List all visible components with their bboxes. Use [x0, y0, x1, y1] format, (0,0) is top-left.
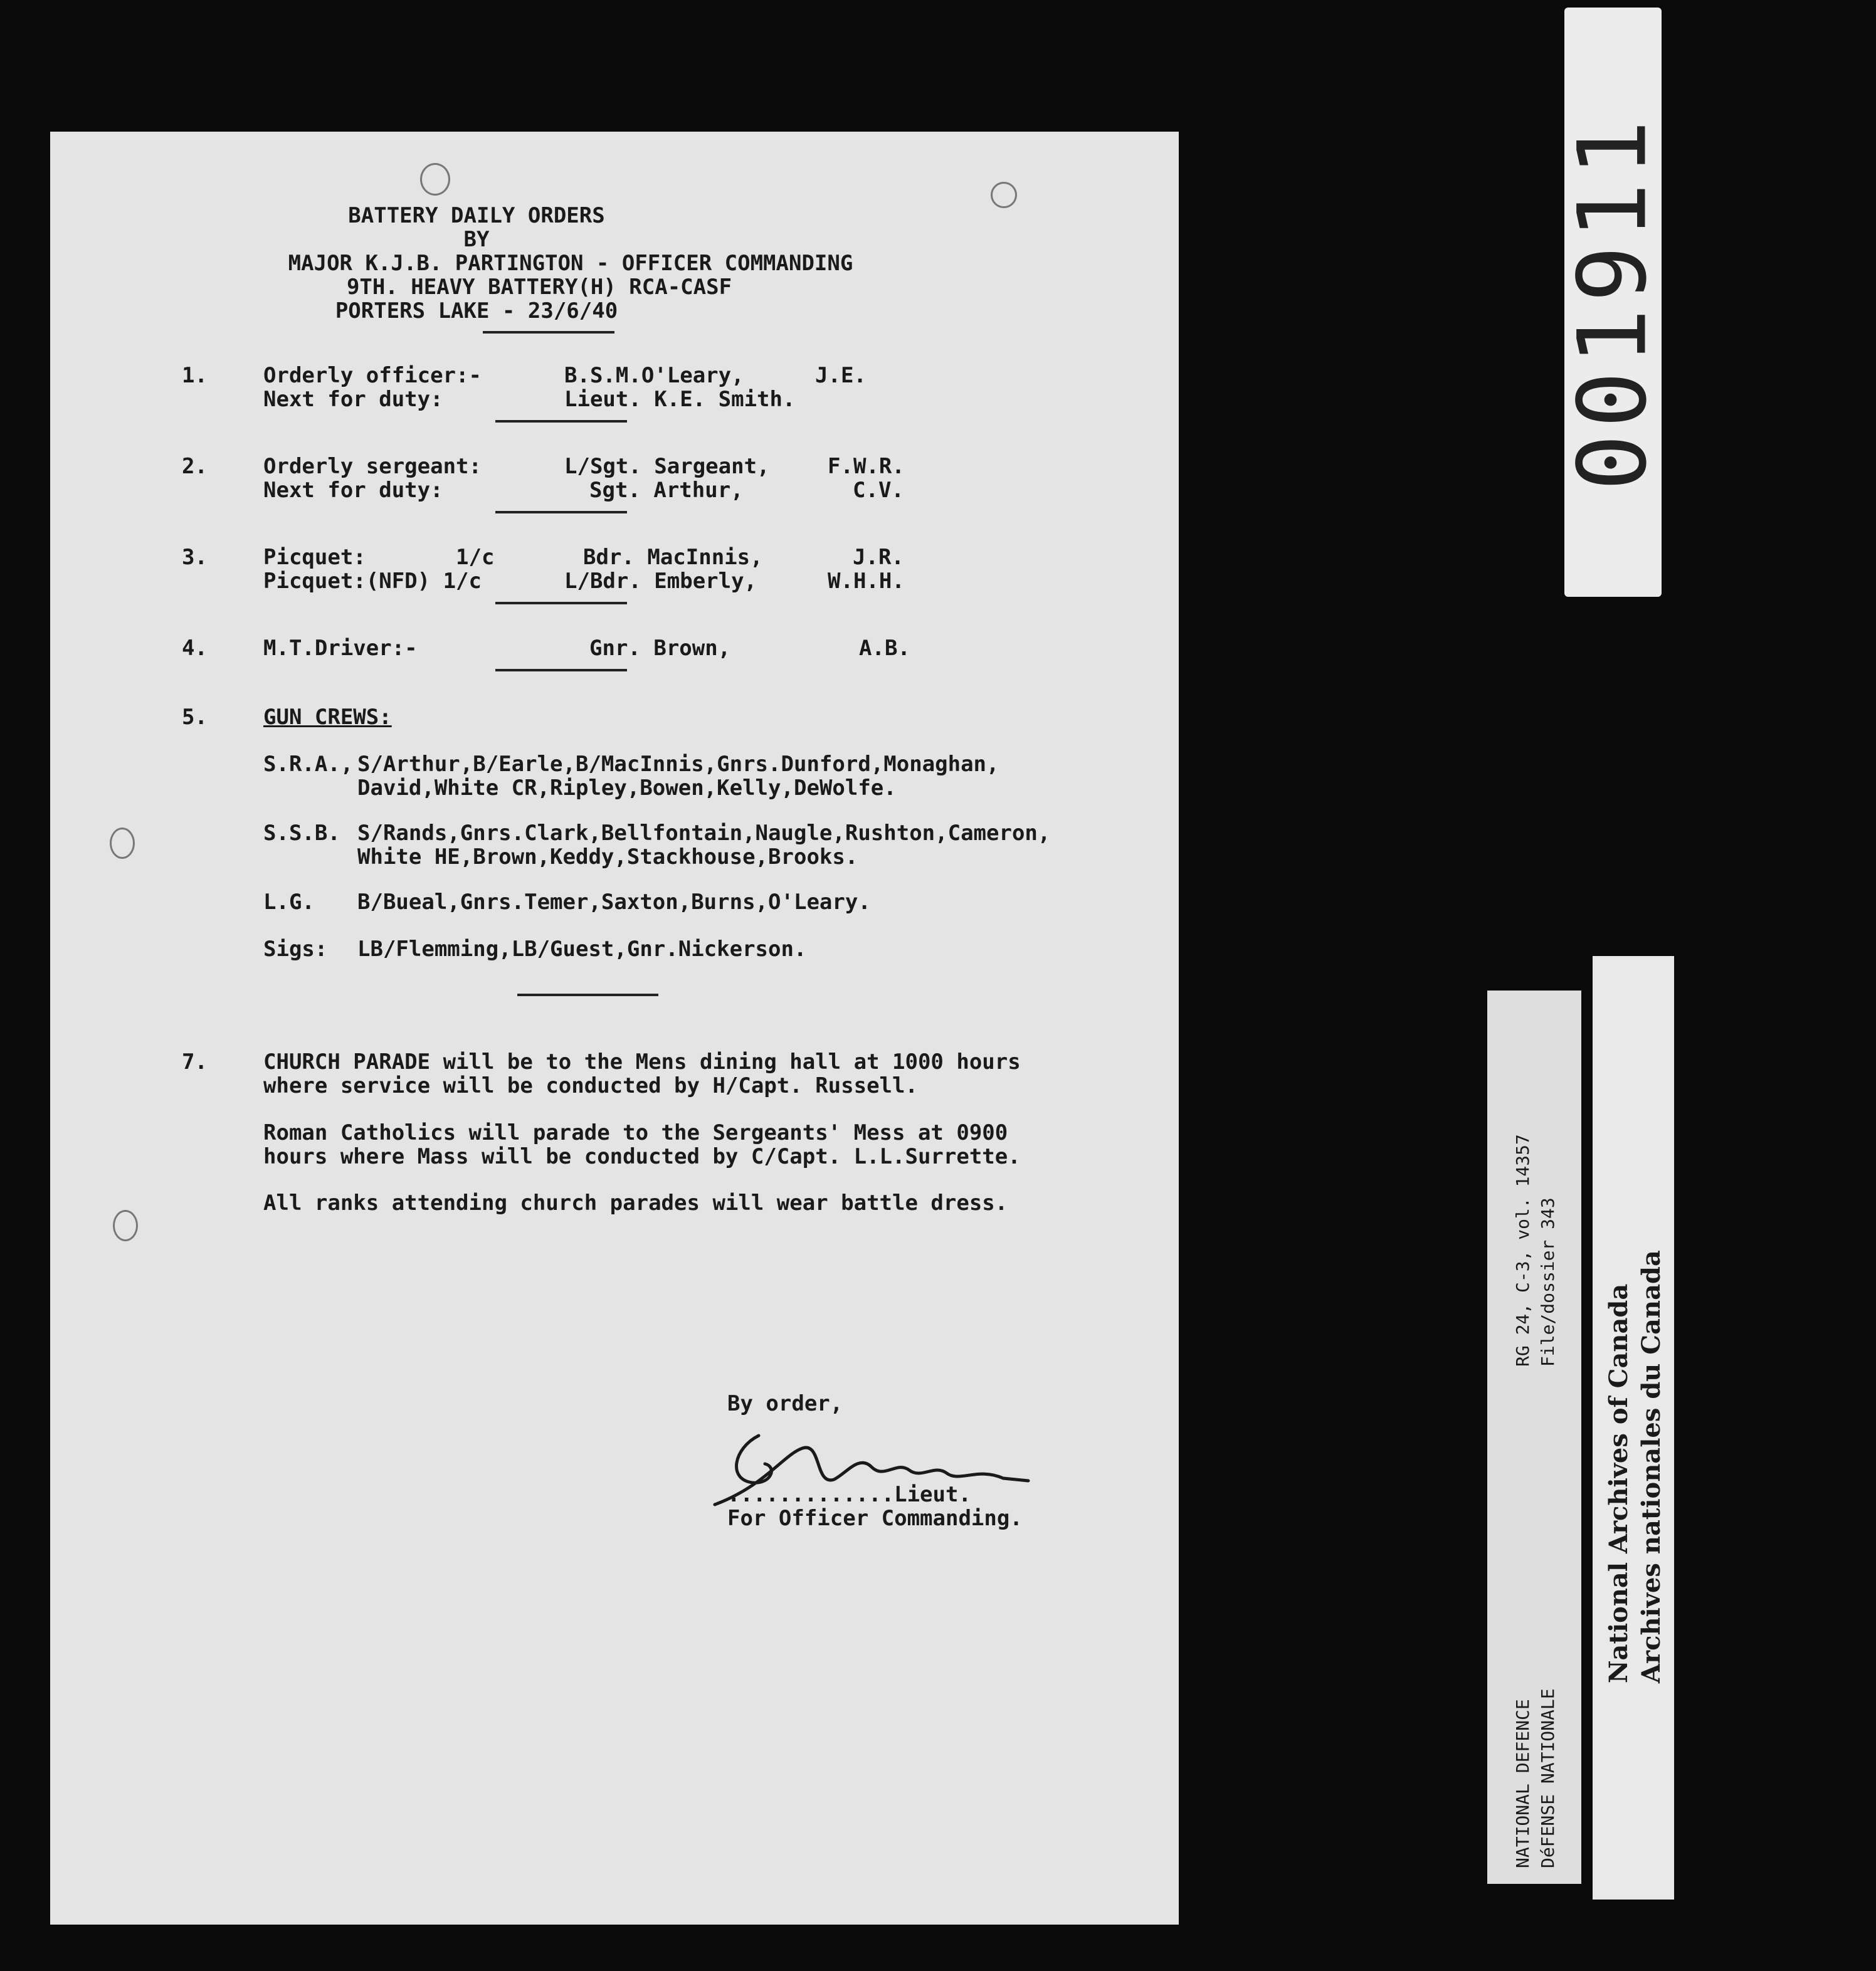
department-name: NATIONAL DEFENCE — [1512, 1699, 1533, 1868]
crew-label: Sigs: — [263, 937, 328, 962]
punch-hole — [991, 182, 1017, 208]
item-initials: C.V. — [853, 478, 904, 503]
item-number: 7. — [182, 1049, 208, 1075]
item-label: Next for duty: — [263, 478, 443, 503]
church-parade-text: where service will be conducted by H/Capt. Russell. — [263, 1073, 918, 1098]
department-name: DéFENSE NATIONALE — [1537, 1688, 1558, 1868]
order-by: BY — [463, 227, 490, 252]
archive-reference-label — [1487, 991, 1581, 1884]
item-initials: J.R. — [853, 545, 904, 570]
divider — [483, 331, 614, 334]
divider — [495, 511, 627, 513]
item-value: L/Sgt. Sargeant, — [564, 454, 770, 479]
item-label: Orderly sergeant: — [263, 454, 482, 479]
punch-hole — [110, 828, 135, 859]
gun-crews-heading: GUN CREWS: — [263, 705, 392, 730]
reference-line: RG 24, C-3, vol. 14357 — [1512, 1134, 1533, 1367]
crew-label: S.S.B. — [263, 821, 340, 846]
national-archives-label — [1593, 956, 1674, 1900]
signature-line: .............Lieut. — [727, 1482, 971, 1507]
crew-members: White HE,Brown,Keddy,Stackhouse,Brooks. — [357, 844, 858, 870]
crew-members: LB/Flemming,LB/Guest,Gnr.Nickerson. — [357, 937, 807, 962]
crew-members: S/Rands,Gnrs.Clark,Bellfontain,Naugle,Rushton,Cameron, — [357, 821, 1051, 846]
item-label: Picquet:(NFD) 1/c — [263, 569, 482, 594]
item-value: L/Bdr. Emberly, — [564, 569, 757, 594]
crew-label: S.R.A., — [263, 752, 354, 777]
church-parade-text: CHURCH PARADE will be to the Mens dining hall at 1000 hours — [263, 1049, 1021, 1075]
item-number: 3. — [182, 545, 208, 570]
order-title: BATTERY DAILY ORDERS — [348, 203, 605, 228]
item-value: Gnr. Brown, — [589, 636, 731, 661]
frame-number: 001911 — [1558, 113, 1668, 491]
item-number: 1. — [182, 363, 208, 388]
for-officer-commanding: For Officer Commanding. — [727, 1506, 1023, 1531]
crew-members: David,White CR,Ripley,Bowen,Kelly,DeWolfe. — [357, 775, 897, 801]
by-order: By order, — [727, 1391, 843, 1416]
punch-hole — [113, 1210, 138, 1241]
item-initials: W.H.H. — [828, 569, 905, 594]
divider — [495, 420, 627, 423]
divider — [517, 994, 658, 996]
reference-line: File/dossier 343 — [1537, 1197, 1558, 1367]
item-label: M.T.Driver:- — [263, 636, 418, 661]
dress-text: All ranks attending church parades will wear battle dress. — [263, 1190, 1008, 1216]
item-number: 5. — [182, 705, 208, 730]
item-initials: F.W.R. — [828, 454, 905, 479]
item-label: Next for duty: — [263, 387, 443, 412]
catholic-parade-text: Roman Catholics will parade to the Sergeants' Mess at 0900 — [263, 1120, 1008, 1145]
frame-number-tab — [1558, 8, 1668, 597]
item-initials: J.E. — [815, 363, 867, 388]
crew-label: L.G. — [263, 890, 315, 915]
punch-hole — [420, 163, 450, 196]
item-value: Bdr. MacInnis, — [583, 545, 763, 570]
divider — [495, 602, 627, 604]
order-place-date: PORTERS LAKE - 23/6/40 — [335, 298, 618, 323]
crew-members: B/Bueal,Gnrs.Temer,Saxton,Burns,O'Leary. — [357, 890, 871, 915]
archives-name-fr: Archives nationales du Canada — [1636, 1250, 1666, 1683]
item-value: Lieut. K.E. Smith. — [564, 387, 796, 412]
order-officer: MAJOR K.J.B. PARTINGTON - OFFICER COMMANDING — [288, 251, 853, 276]
item-initials: A.B. — [859, 636, 910, 661]
crew-members: S/Arthur,B/Earle,B/MacInnis,Gnrs.Dunford,Monaghan, — [357, 752, 999, 777]
document-page — [50, 132, 1179, 1925]
divider — [495, 669, 627, 671]
item-value: B.S.M.O'Leary, — [564, 363, 744, 388]
item-value: Sgt. Arthur, — [589, 478, 744, 503]
item-number: 4. — [182, 636, 208, 661]
item-label: Orderly officer:- — [263, 363, 482, 388]
archives-name-en: National Archives of Canada — [1604, 1283, 1633, 1683]
item-number: 2. — [182, 454, 208, 479]
order-unit: 9TH. HEAVY BATTERY(H) RCA-CASF — [346, 275, 732, 300]
catholic-parade-text: hours where Mass will be conducted by C/Capt. L.L.Surrette. — [263, 1144, 1021, 1169]
item-label: Picquet: 1/c — [263, 545, 495, 570]
